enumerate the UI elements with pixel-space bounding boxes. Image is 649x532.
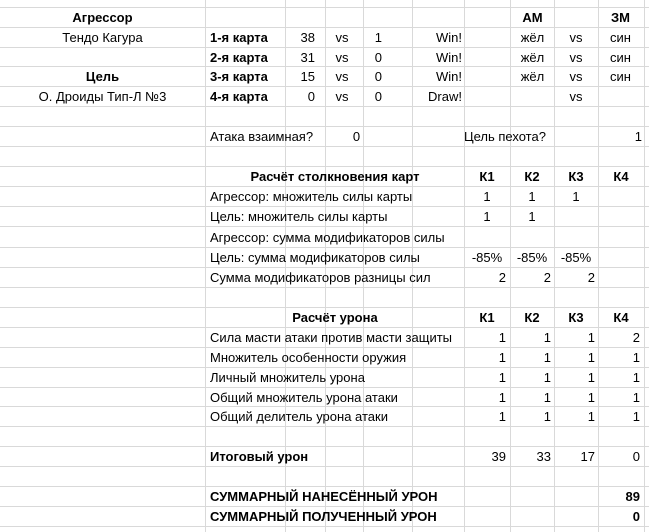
target-infantry-label[interactable]: Цель пехота? — [464, 129, 546, 144]
card-result[interactable]: Draw! — [428, 89, 462, 104]
clash-cell[interactable]: 2 — [498, 270, 506, 285]
card-aggressor-value[interactable]: 31 — [300, 50, 315, 65]
grid-row-line — [0, 526, 649, 527]
clash-row-label[interactable]: Цель: множитель силы карты — [210, 209, 388, 224]
clash-cell[interactable]: 2 — [587, 270, 595, 285]
damage-cell[interactable]: 2 — [632, 330, 640, 345]
card-vs[interactable]: vs — [335, 50, 349, 65]
clash-cell[interactable]: 2 — [543, 270, 551, 285]
grid-row-line — [0, 426, 649, 427]
damage-cell[interactable]: 1 — [543, 390, 551, 405]
damage-cell[interactable]: 1 — [498, 409, 506, 424]
card-vs[interactable]: vs — [335, 89, 349, 104]
grid-column-line — [644, 0, 645, 532]
target-label[interactable]: Цель — [85, 69, 120, 84]
grid-row-line — [0, 146, 649, 147]
am-header[interactable]: АМ — [522, 10, 543, 25]
aggressor-name[interactable]: Тендо Кагура — [62, 30, 143, 45]
damage-cell[interactable]: 1 — [632, 409, 640, 424]
card-am[interactable]: жёл — [520, 30, 545, 45]
card-am[interactable]: жёл — [520, 50, 545, 65]
damage-header-k1[interactable]: К1 — [479, 310, 495, 325]
clash-cell[interactable]: 1 — [483, 189, 491, 204]
clash-cell[interactable]: -85% — [560, 250, 592, 265]
summary-received-label[interactable]: СУММАРНЫЙ ПОЛУЧЕННЫЙ УРОН — [210, 509, 437, 524]
clash-cell[interactable]: 1 — [528, 189, 536, 204]
card-vs[interactable]: vs — [335, 30, 349, 45]
summary-dealt-value[interactable]: 89 — [625, 489, 640, 504]
card-vs2[interactable]: vs — [569, 50, 583, 65]
card-am[interactable]: жёл — [520, 69, 545, 84]
target-name[interactable]: О. Дроиды Тип-Л №3 — [38, 89, 167, 104]
damage-row-label[interactable]: Множитель особенности оружия — [210, 350, 407, 365]
grid-row-line — [0, 226, 649, 227]
grid-row-line — [0, 106, 649, 107]
damage-cell[interactable]: 1 — [587, 370, 595, 385]
damage-header-k4[interactable]: К4 — [613, 310, 629, 325]
summary-dealt-label[interactable]: СУММАРНЫЙ НАНЕСЁННЫЙ УРОН — [210, 489, 438, 504]
total-damage-cell[interactable]: 0 — [632, 449, 640, 464]
card-aggressor-value[interactable]: 15 — [300, 69, 315, 84]
card-result[interactable]: Win! — [436, 30, 462, 45]
damage-cell[interactable]: 1 — [587, 330, 595, 345]
card-label[interactable]: 1-я карта — [210, 30, 268, 45]
total-damage-cell[interactable]: 17 — [580, 449, 595, 464]
card-vs2[interactable]: vs — [569, 69, 583, 84]
card-aggressor-value[interactable]: 0 — [307, 89, 315, 104]
damage-row-label[interactable]: Общий множитель урона атаки — [210, 390, 398, 405]
card-vs[interactable]: vs — [335, 69, 349, 84]
clash-header-k2[interactable]: К2 — [524, 169, 540, 184]
damage-cell[interactable]: 1 — [498, 390, 506, 405]
clash-cell[interactable]: 1 — [572, 189, 580, 204]
grid-row-line — [0, 466, 649, 467]
card-zm[interactable]: син — [610, 50, 631, 65]
card-target-value[interactable]: 1 — [374, 30, 382, 45]
card-label[interactable]: 3-я карта — [210, 69, 268, 84]
mutual-attack-value[interactable]: 0 — [352, 129, 361, 144]
damage-cell[interactable]: 1 — [543, 350, 551, 365]
damage-cell[interactable]: 1 — [587, 350, 595, 365]
damage-cell[interactable]: 1 — [543, 409, 551, 424]
summary-received-value[interactable]: 0 — [632, 509, 640, 524]
clash-row-label[interactable]: Агрессор: сумма модификаторов силы — [210, 230, 445, 245]
damage-cell[interactable]: 1 — [587, 409, 595, 424]
clash-row-label[interactable]: Цель: сумма модификаторов силы — [210, 250, 420, 265]
damage-cell[interactable]: 1 — [543, 370, 551, 385]
clash-row-label[interactable]: Сумма модификаторов разницы сил — [210, 270, 431, 285]
damage-cell[interactable]: 1 — [632, 390, 640, 405]
damage-cell[interactable]: 1 — [543, 330, 551, 345]
grid-row-line — [0, 287, 649, 288]
card-target-value[interactable]: 0 — [374, 69, 382, 84]
clash-row-label[interactable]: Агрессор: множитель силы карты — [210, 189, 413, 204]
card-zm[interactable] — [598, 87, 643, 106]
damage-row-label[interactable]: Сила масти атаки против масти защиты — [210, 330, 453, 345]
card-label[interactable]: 2-я карта — [210, 50, 268, 65]
total-damage-label[interactable]: Итоговый урон — [210, 449, 309, 464]
card-zm[interactable]: син — [610, 30, 631, 45]
mutual-attack-label[interactable]: Атака взаимная? — [210, 129, 314, 144]
clash-cell[interactable]: -85% — [516, 250, 548, 265]
clash-header-k3[interactable]: К3 — [568, 169, 584, 184]
damage-row-label[interactable]: Личный множитель урона — [210, 370, 365, 385]
card-target-value[interactable]: 0 — [374, 89, 382, 104]
clash-header-k4[interactable]: К4 — [613, 169, 629, 184]
damage-cell[interactable]: 1 — [632, 370, 640, 385]
card-zm[interactable]: син — [610, 69, 631, 84]
card-vs2[interactable]: vs — [569, 30, 583, 45]
damage-header-k2[interactable]: К2 — [524, 310, 540, 325]
damage-cell[interactable]: 1 — [632, 350, 640, 365]
aggressor-label[interactable]: Агрессор — [72, 10, 133, 25]
damage-title[interactable]: Расчёт урона — [292, 310, 378, 325]
card-aggressor-value[interactable]: 38 — [300, 30, 315, 45]
damage-header-k3[interactable]: К3 — [568, 310, 584, 325]
card-result[interactable]: Win! — [436, 69, 462, 84]
clash-title[interactable]: Расчёт столкновения карт — [250, 169, 420, 184]
clash-cell[interactable]: 1 — [528, 209, 536, 224]
target-infantry-value[interactable]: 1 — [634, 129, 642, 144]
total-damage-cell[interactable]: 39 — [491, 449, 506, 464]
clash-cell[interactable]: -85% — [471, 250, 503, 265]
card-result[interactable]: Win! — [436, 50, 462, 65]
damage-cell[interactable]: 1 — [498, 330, 506, 345]
card-label[interactable]: 4-я карта — [210, 89, 268, 104]
card-target-value[interactable]: 0 — [374, 50, 382, 65]
clash-header-k1[interactable]: К1 — [479, 169, 495, 184]
damage-cell[interactable]: 1 — [498, 370, 506, 385]
zm-header[interactable]: ЗМ — [611, 10, 630, 25]
clash-cell[interactable]: 1 — [483, 209, 491, 224]
card-am[interactable] — [510, 87, 555, 106]
damage-cell[interactable]: 1 — [498, 350, 506, 365]
damage-row-label[interactable]: Общий делитель урона атаки — [210, 409, 388, 424]
card-vs2[interactable]: vs — [569, 89, 583, 104]
damage-cell[interactable]: 1 — [587, 390, 595, 405]
total-damage-cell[interactable]: 33 — [536, 449, 551, 464]
grid-column-line — [205, 0, 206, 532]
